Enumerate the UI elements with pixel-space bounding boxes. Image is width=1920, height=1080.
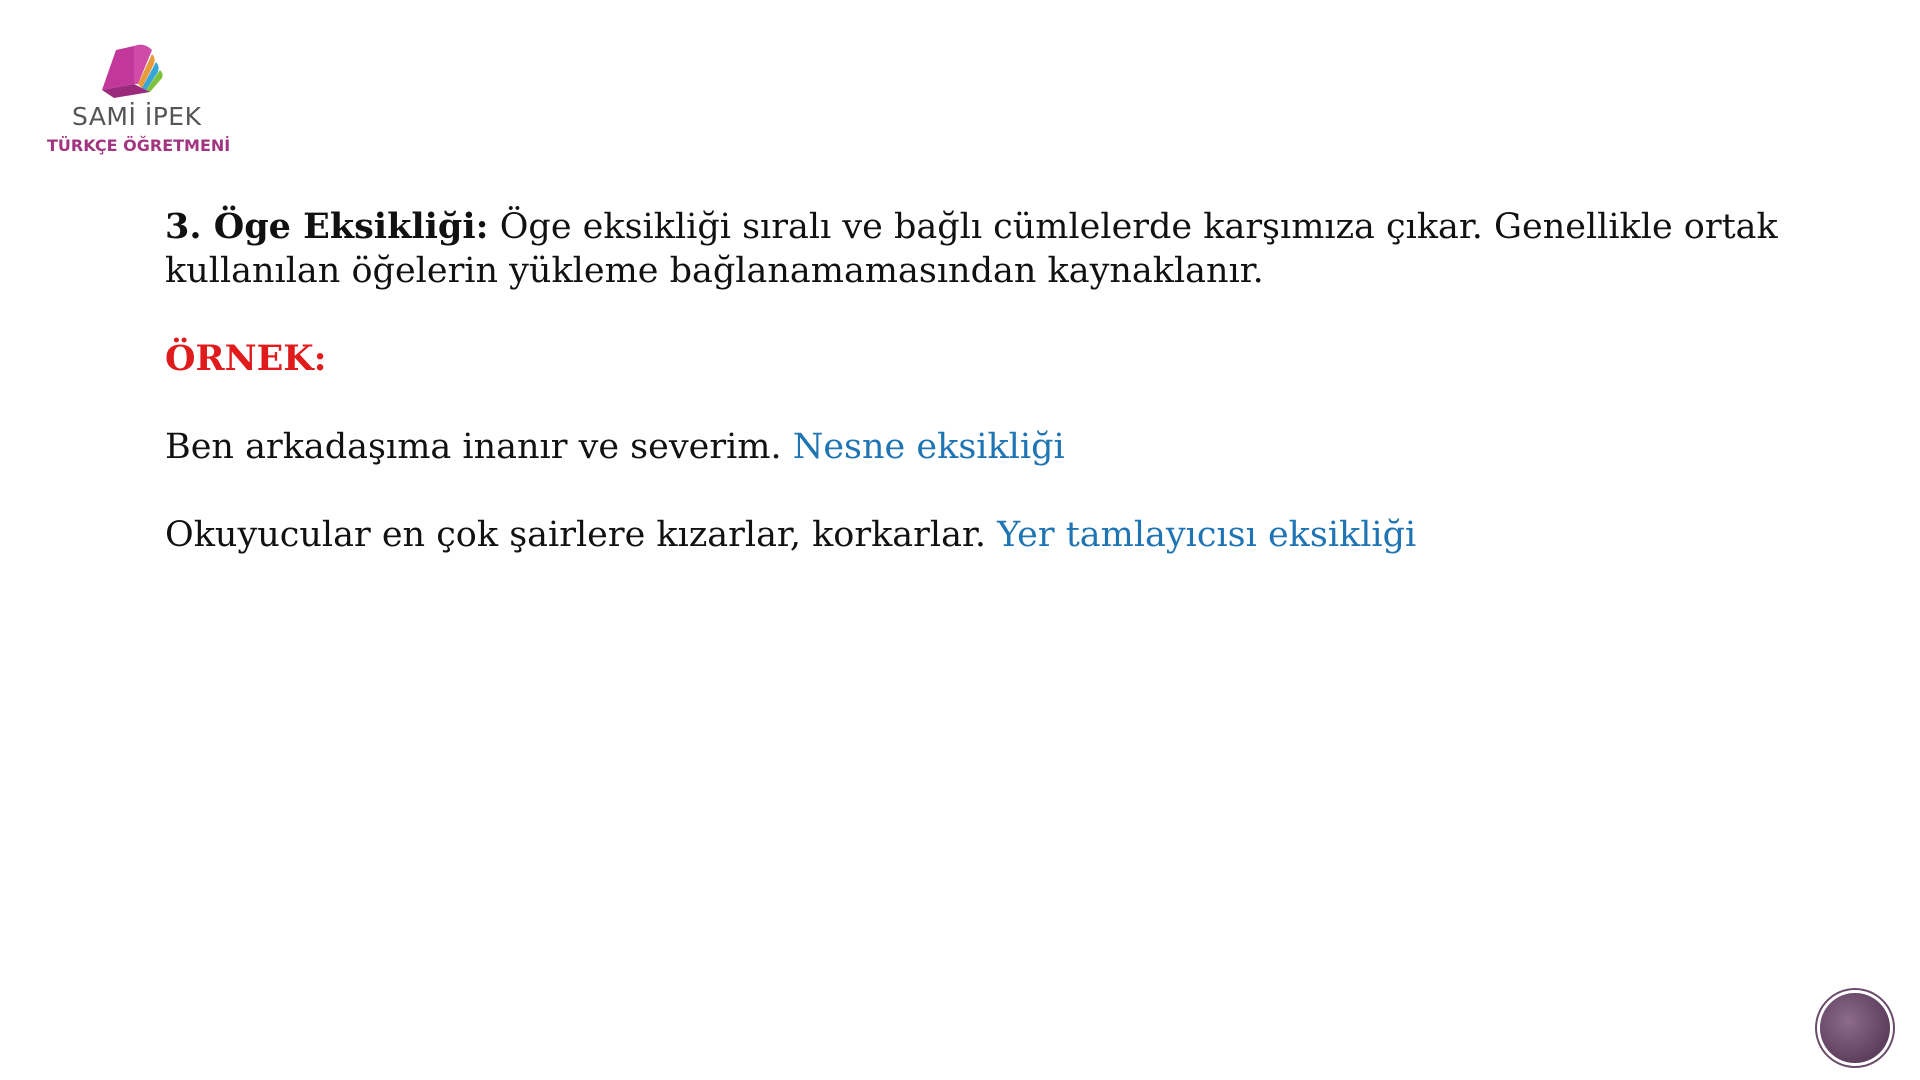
example-sentence: Okuyucular en çok şairlere kızarlar, korkarlar.	[165, 515, 998, 555]
books-icon	[94, 44, 174, 102]
definition-paragraph	[165, 205, 1785, 293]
page-badge	[1820, 993, 1890, 1063]
logo-name: SAMİ İPEK	[72, 102, 202, 131]
section-text: Öge eksikliği sıralı ve bağlı cümlelerde karşımıza çıkar. Genellikle ortak kullanılan öğelerin yükleme bağlanamamasından kaynaklanır.	[165, 207, 1778, 291]
logo	[44, 44, 234, 164]
example-label: ÖRNEK:	[165, 338, 327, 379]
section-heading: 3. Öge Eksikliği:	[165, 206, 489, 247]
example-sentence: Ben arkadaşıma inanır ve severim.	[165, 427, 793, 467]
example-note: Yer tamlayıcısı eksikliği	[997, 515, 1417, 555]
logo-subtitle: TÜRKÇE ÖĞRETMENİ	[47, 136, 231, 155]
example-note: Nesne eksikliği	[792, 427, 1065, 467]
example-line	[165, 513, 1785, 557]
slide-content	[165, 205, 1785, 557]
example-line	[165, 425, 1785, 469]
